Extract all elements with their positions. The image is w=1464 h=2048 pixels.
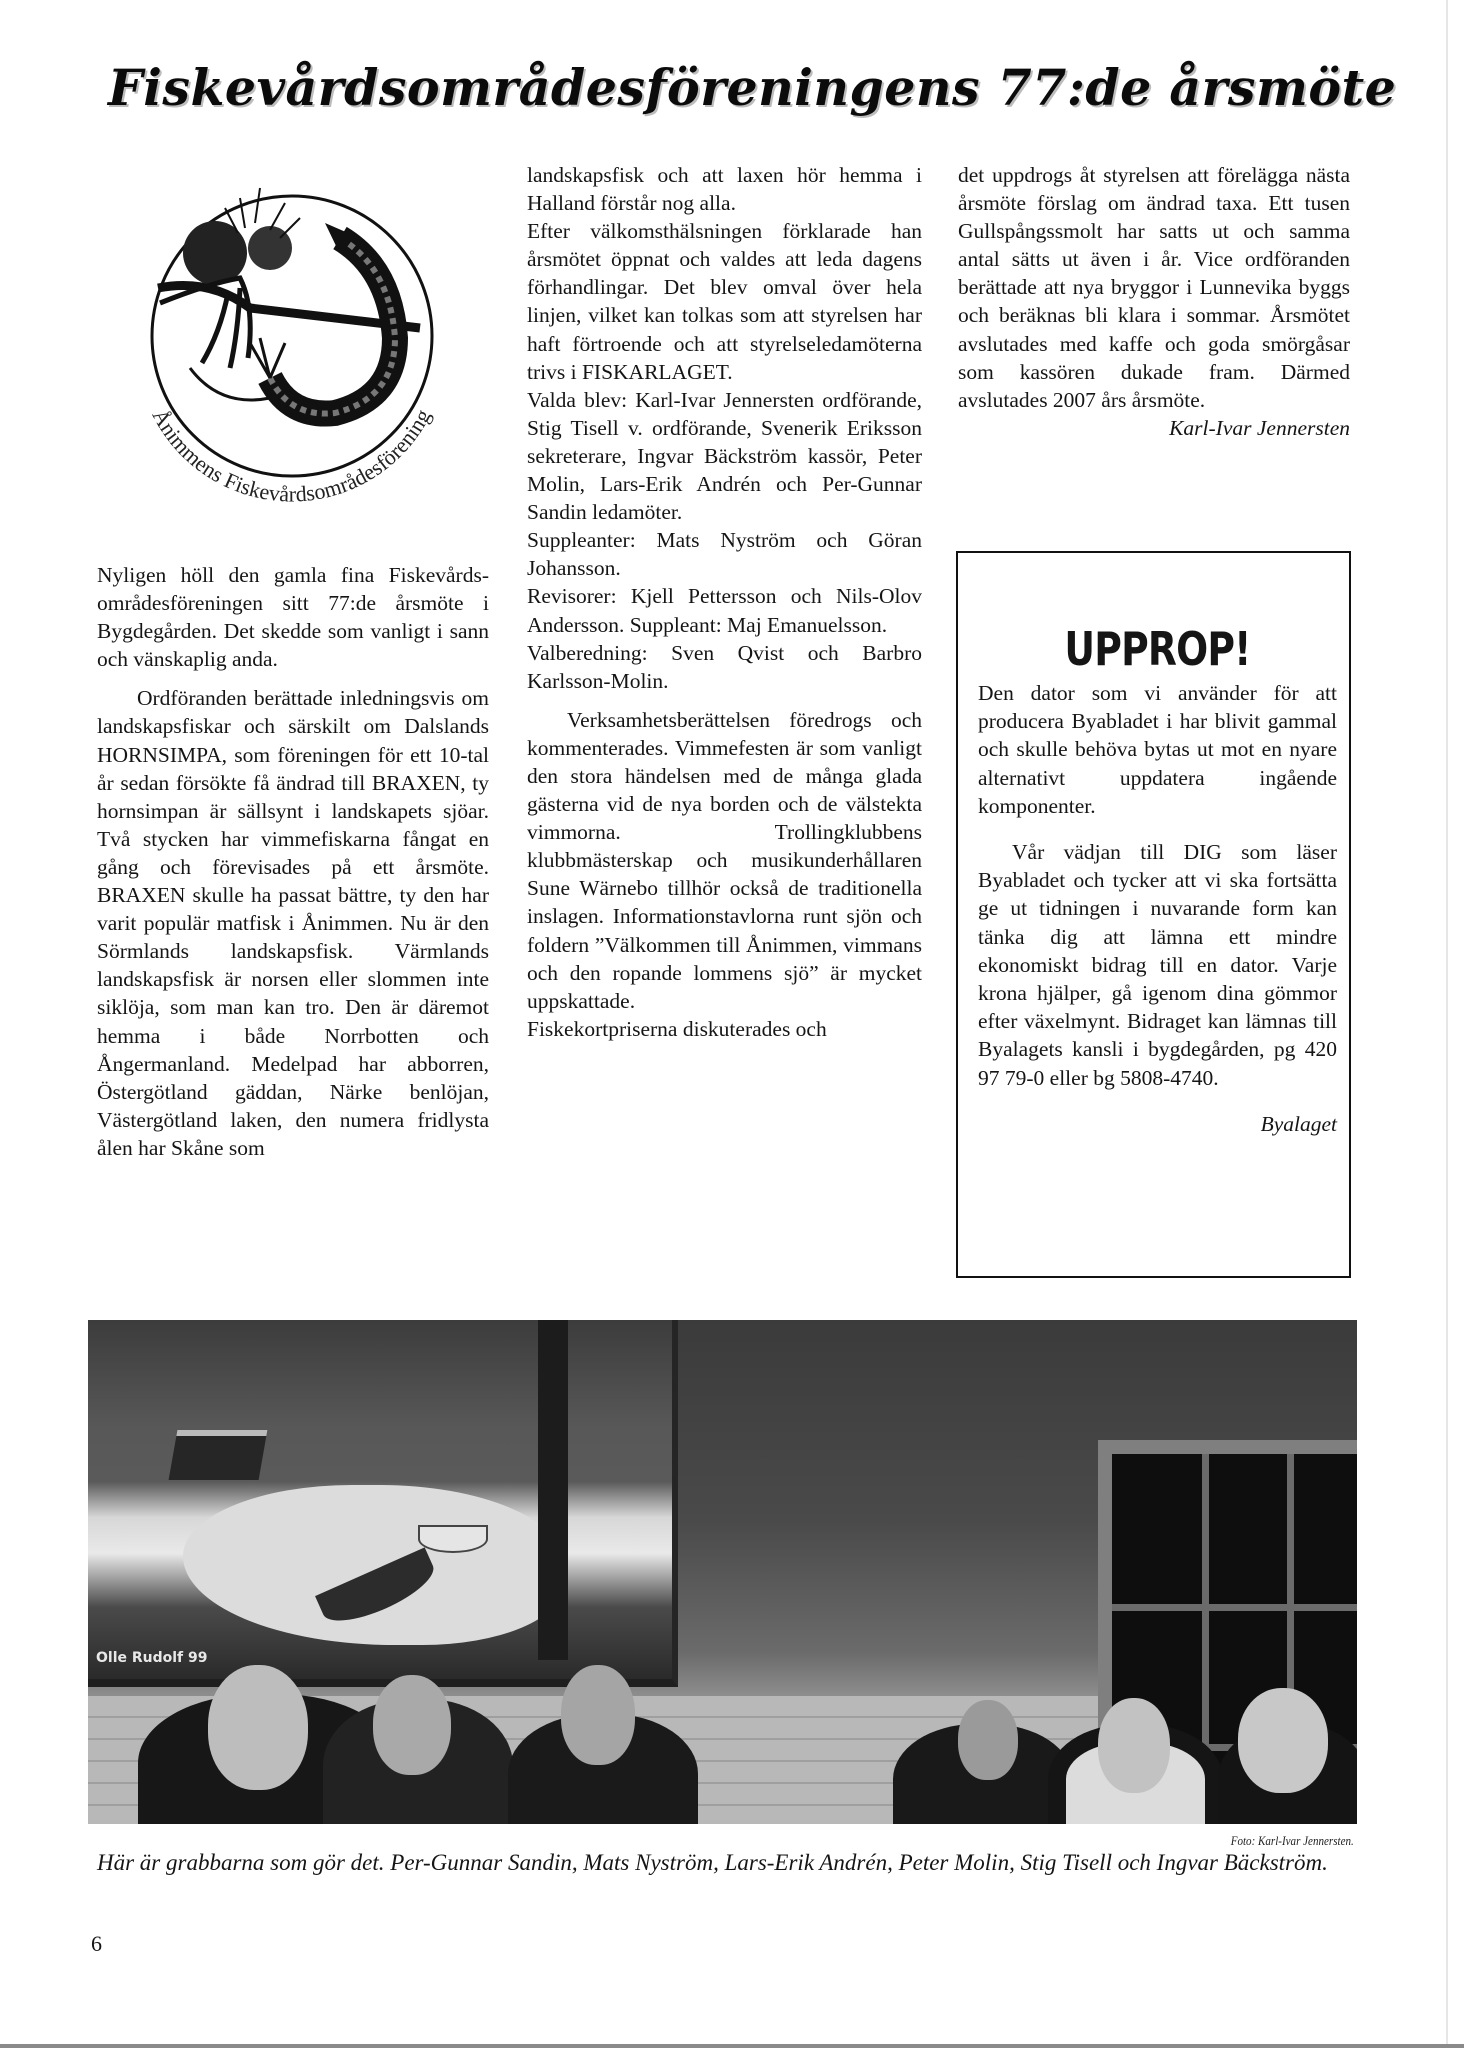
painting-signature: Olle Rudolf 99 xyxy=(96,1650,208,1666)
photo-credit: Foto: Karl-Ivar Jennersten. xyxy=(1230,1833,1354,1848)
person-4-head xyxy=(958,1700,1018,1780)
auditors-paragraph: Revisorer: Kjell Pettersson och Nils-Olov Andersson. Suppleant: Maj Emanuelsson. xyxy=(527,584,922,637)
article-title: Fiskevårdsområdesföreningens 77:de årsmöte xyxy=(108,58,1397,117)
upprop-title: UPPROP! xyxy=(1064,622,1251,676)
article-column-2 xyxy=(527,161,922,1043)
page-number: 6 xyxy=(91,1931,102,1956)
upprop-paragraph: Vår vädjan till DIG som läser Byabladet och tycker att vi ska fortsätta ge ut tidningen i nuvarande form kan tänka dig att lämna ett mindre ekonomiskt bidrag till en dator. Varje krona hjälper, gå igenom dina gömmor efter växelmynt. Bidraget kan lämnas till Byalagets kansli i bygdegården, pg 420 97 79-0 eller bg 5808-4740. xyxy=(978,840,1337,1090)
upprop-signature: Byalaget xyxy=(1260,1111,1337,1136)
upprop-notice-box xyxy=(956,551,1351,1278)
article-column-1 xyxy=(97,561,489,1162)
upprop-paragraph: Den dator som vi använder för att producera Byabladet i har blivit gammal och skulle behöva bytas ut mot en nyare alternativt uppdatera ingående komponenter. xyxy=(978,681,1337,818)
lake-painting xyxy=(88,1320,678,1687)
person-1-head xyxy=(208,1665,308,1790)
scan-bottom-edge xyxy=(0,2044,1464,2048)
person-5-head xyxy=(1098,1698,1170,1793)
pike-fish-and-tree-emblem-icon xyxy=(120,168,465,538)
association-logo xyxy=(120,168,465,538)
substitutes-paragraph: Suppleanter: Mats Nyström och Göran Johansson. xyxy=(527,528,922,581)
elected-board-paragraph: Valda blev: Karl-Ivar Jennersten ordförande, Stig Tisell v. ordförande, Svenerik Eriksson sekreterare, Ingvar Bäckström kassör, Peter Molin, Lars-Erik Andrén och Per-Gunnar Sandin ledamöter. xyxy=(527,387,922,525)
body-paragraph: det uppdrogs åt styrelsen att förelägga nästa årsmöte förslag om ändrad taxa. Ett tusen Gullspångssmolt har satts ut och samma antal sätts ut även i år. Vice ordföranden berättade att nya bryggor i Lunnevika byggs och beräknas bli klara i sommar. Årsmötet avslutades med kaffe och goda smörgåsar som kassören dukade fram. Därmed avslutades 2007 års årsmöte. xyxy=(958,163,1350,412)
group-photo xyxy=(88,1320,1357,1824)
scan-page-edge xyxy=(1446,0,1448,2048)
photo-caption: Här är grabbarna som gör det. Per-Gunnar Sandin, Mats Nyström, Lars-Erik Andrén, Peter Molin, Stig Tisell och Ingvar Bäckström. xyxy=(97,1850,1328,1875)
painted-lake xyxy=(183,1485,563,1645)
nomination-committee-paragraph: Valberedning: Sven Qvist och Barbro Karlsson-Molin. xyxy=(527,640,922,693)
intro-paragraph: Nyligen höll den gamla fina Fiskevårdsområdesföreningen sitt 77:de årsmöte i Bygdegården. Det skedde som vanligt i sann och vänskaplig anda. xyxy=(97,563,489,672)
person-6-head xyxy=(1238,1688,1328,1793)
svg-text:Ånimmens Fiskevårdsområdesföre: Ånimmens Fiskevårdsområdesförening xyxy=(147,404,436,507)
painted-boathouse xyxy=(169,1430,268,1480)
body-paragraph: landskapsfisk och att laxen hör hemma i Halland förstår nog alla. xyxy=(527,163,922,216)
article-column-3 xyxy=(958,161,1350,442)
person-3-head xyxy=(561,1665,635,1765)
body-paragraph: Fiskekortpriserna diskuterades och xyxy=(527,1016,827,1041)
painted-tree xyxy=(538,1320,568,1660)
person-2-head xyxy=(373,1675,451,1775)
article-signature: Karl-Ivar Jennersten xyxy=(1169,415,1350,440)
body-paragraph: Efter välkomsthälsningen förklarade han årsmötet öppnat och valdes att leda dagens förhandlingar. Det blev omval över hela linjen, vilket kan tolkas som att styrelsen har haft förtroende och att styrelseledamöterna trivs i FISKARLAGET. xyxy=(527,219,922,384)
painted-boat xyxy=(418,1525,488,1553)
window-mullion xyxy=(1112,1604,1357,1611)
body-paragraph: Ordföranden berättade inledningsvis om landskapsfiskar och särskilt om Dalslands HORNSIMPA, som föreningen för ett 10-tal år sedan försökte få ändrad till BRAXEN, ty hornsimpan är sällsynt i landskapets sjöar. Två stycken har vimmefiskarna fångat en gång och förevisades på ett årsmöte. BRAXEN skulle ha passat bättre, ty den har varit populär matfisk i Ånimmen. Nu är den Sörmlands landskapsfisk. Värmlands landskapsfisk är norsen eller slommen inte siklöja, som man kan tro. Den är däremot hemma i både Norrbotten och Ångermanland. Medelpad har abborren, Östergötland gäddan, Närke benlöjan, Västergötland laken, den numera fridlysta ålen har Skåne som xyxy=(97,686,489,1160)
body-paragraph: Verksamhetsberättelsen föredrogs och kommenterades. Vimmefesten är som vanligt den stora händelsen med de många glada gästerna vid de nya borden och de välstekta vimmorna. Trollingklubbens klubbmästerskap och musikunderhållaren Sune Wärnebo tillhör också de traditionella inslagen. Informationstavlorna runt sjön och foldern ”Välkommen till Ånimmen, vimmans och den ropande lommens sjö” är mycket uppskattade. xyxy=(527,707,922,1013)
